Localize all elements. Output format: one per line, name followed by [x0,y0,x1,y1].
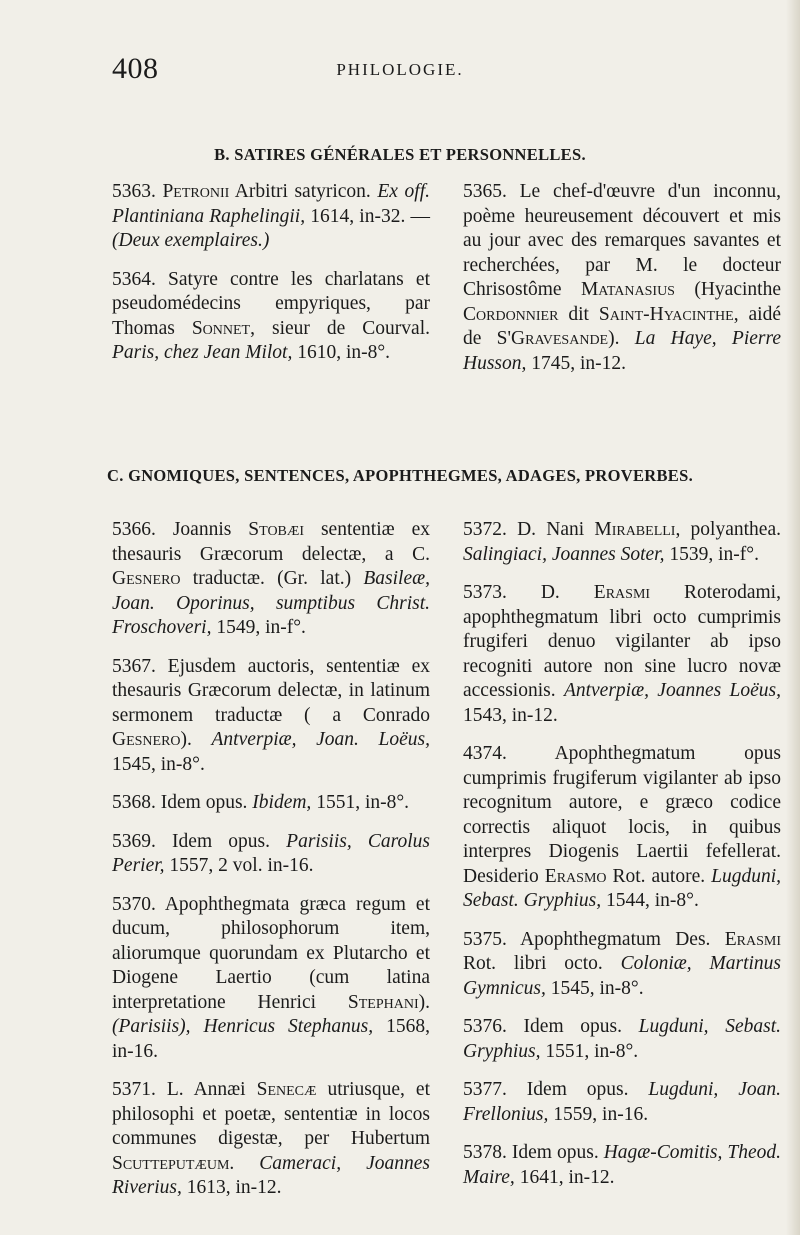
entry-text: 1614, in-32. — [305,205,430,227]
entry-number: 5373. [463,582,507,603]
running-head: PHILOLOGIE. [336,60,464,79]
entry-number: 5378. [463,1142,507,1163]
entry-text: 1544, in-8°. [601,890,699,911]
entry-name: Gesnero [112,568,181,589]
entry-text: dit [558,303,599,325]
entry-imprint: Basileæ, Joan. Oporinus, sumptibus Christ. Froschoveri, [112,568,430,638]
entry-name: Senecæ [256,1079,317,1100]
entry-imprint: Ex off. Plantiniana Raphelingii, [112,181,430,227]
entry-imprint: Salingiaci, Joannes Soter, [463,543,665,565]
page-number: 408 [112,52,159,85]
entry-text: ). [418,991,430,1013]
page-edge-shadow [786,0,800,1235]
entry-5376 [463,1015,781,1064]
entry-text: L. Annæi [155,1079,257,1100]
entry-number: 5371. [112,1079,156,1100]
entry-5367 [112,655,430,778]
entry-5375 [463,928,781,1002]
entry-text: Rot. libri octo. [463,953,621,974]
entry-5365 [463,180,781,376]
entry-text: . [229,1152,260,1174]
section-b-heading: B. SATIRES GÉNÉRALES ET PERSONNELLES. [214,145,586,164]
entry-text: Joannis [155,519,249,540]
entry-imprint: Lugduni, Sebast. Gryphius, [463,1016,781,1062]
entry-text: traductæ. (Gr. lat.) [180,568,364,589]
entry-text: 1539, in-f°. [664,543,759,565]
entry-imprint: Cameraci, Joannes Riverius, [112,1152,430,1198]
entry-text: , aidé de S' [463,303,781,349]
section-c-left-column [112,518,430,1215]
entry-text: 1549, in-f°. [211,617,306,638]
entry-name: Saint-Hyacinthe [598,303,734,325]
entry-imprint: Lugduni, Joan. Frellonius, [463,1079,782,1125]
entry-name: Matanasius [580,279,675,300]
entry-text: Apophthegmatum opus cumprimis frugiferum vigilanter ab ipso recognitum autore, e græco codice correctis aliquot locis, in quibus interpres Diogenis Laertii fefellerat. Desiderio [463,743,781,887]
entry-text: Apophthegmata græca regum et ducum, philosophorum item, aliorumque quorundam ex Plutarcho et Diogene Laertio (cum latina interpretatione Henrici [112,893,430,1013]
entry-name: Stephani [347,991,419,1013]
entry-5378 [463,1141,781,1190]
entry-4374 [463,742,781,914]
entry-text: Satyre contre les charlatans et pseudomédecins empyriques, par Thomas [112,268,430,339]
entry-text: Idem opus. [506,1142,604,1163]
entry-author: Petronii [162,181,230,202]
entry-5369 [112,830,430,879]
section-b-left-column [112,180,430,380]
entry-text: Roterodami, apophthegmatum libri octo cumprimis frugiferi denuo vigilanter ab ipso recogniti autore non sine lucro novæ accessionis. [463,582,781,701]
entry-name: Cordonnier [463,303,559,325]
entry-5372 [463,518,781,567]
entry-5373 [463,581,781,728]
entry-text: 1559, in-16. [548,1103,649,1125]
entry-5370 [112,893,430,1065]
entry-text: , polyanthea. [675,519,781,540]
entry-5377 [463,1078,781,1127]
entry-number: 5363. [112,181,156,202]
entry-name: Gesnero [112,729,181,750]
entry-number: 5369. [112,830,156,852]
entry-text: Idem opus. [506,1079,649,1100]
entry-note: (Deux exemplaires.) [112,230,270,251]
entry-text: Rot. autore. [606,865,712,887]
entry-imprint: Lugduni, Sebast. Gryphius, [463,865,781,911]
entry-text: 1613, in-12. [181,1177,282,1198]
entry-imprint: Parisiis, Carolus Perier, [112,830,431,876]
entry-name: Erasmi [593,582,651,603]
entry-text: D. [506,582,594,603]
entry-text: 1745, in-12. [526,352,627,374]
entry-name: Gravesande [511,328,609,349]
entry-text: Arbitri satyricon. [229,181,378,202]
entry-text: 1551, in-8°. [311,792,410,813]
entry-number: 5365. [463,181,507,202]
entry-name: Mirabelli [594,519,676,540]
entry-name: Stobæi [248,519,304,540]
entry-name: Scutteputæum [112,1152,230,1174]
entry-text: 1641, in-12. [514,1166,615,1188]
entry-text: 1557, 2 vol. in-16. [164,855,314,876]
entry-text: 1545, in-8°. [112,753,205,775]
entry-text: Idem opus. [155,830,287,852]
entry-number: 5377. [463,1079,507,1100]
entry-text: D. Nani [506,519,595,540]
entry-text: 1568, in-16. [112,1016,430,1062]
entry-text: Idem opus. [506,1016,639,1037]
entry-author: Sonnet [191,317,251,339]
entry-imprint: Hagæ-Comitis, Theod. Maire, [463,1142,782,1188]
entry-number: 5367. [112,655,156,677]
entry-number: 5368. [112,792,156,813]
entry-text: ). [180,729,212,750]
entry-text: , sieur de Courval. [250,317,430,339]
entry-5371 [112,1078,430,1201]
entry-text: 1610, in-8°. [292,342,391,363]
entry-number: 5370. [112,893,156,915]
entry-text: Apophthegmatum Des. [506,928,725,950]
entry-text: utriusque, et philosophi et poetæ, sententiæ in locos communes digestæ, per Hubertum [112,1079,430,1149]
entry-number: 5375. [463,928,507,950]
entry-5363 [112,180,430,254]
entry-imprint: La Haye, Pierre Husson, [463,328,781,374]
entry-text: Idem opus. [155,792,253,813]
entry-imprint: Paris, chez Jean Milot, [112,342,293,363]
entry-5364 [112,268,430,366]
entry-imprint: (Parisiis), Henricus Stephanus, [112,1016,374,1037]
entry-text: 1543, in-12. [463,704,558,726]
entry-text: Ejusdem auctoris, sententiæ ex thesauris Græcorum delectæ, in latinum sermonem traductæ ( a Conrado [112,655,430,726]
entry-imprint: Ibidem, [252,792,312,813]
entry-text: sententiæ ex thesauris Græcorum delectæ, a C. [112,519,430,565]
entry-imprint: Coloniæ, Martinus Gymnicus, [463,953,781,999]
entry-number: 5364. [112,268,156,290]
entry-text: 1545, in-8°. [545,977,644,999]
section-c-heading: C. GNOMIQUES, SENTENCES, APOPHTHEGMES, ADAGES, PROVERBES. [107,466,693,485]
entry-number: 5366. [112,519,156,540]
entry-number: 4374. [463,743,507,764]
entry-name: Erasmo [544,865,607,887]
entry-5368 [112,791,430,816]
entry-5366 [112,518,430,641]
entry-number: 5376. [463,1016,507,1037]
entry-name: Erasmi [724,928,781,950]
section-c-right-column [463,518,781,1204]
entry-text: ). [608,328,635,349]
section-b-right-column [463,180,781,390]
entry-text: Le chef-d'œuvre d'un inconnu, poème heureusement découvert et mis au jour avec des remarques savantes et recherchées, par M. le docteur Chrisostôme [463,181,781,300]
entry-text: (Hyacinthe [674,279,781,300]
entry-number: 5372. [463,519,507,540]
entry-imprint: Antverpiæ, Joannes Loëus, [563,680,781,701]
entry-text: 1551, in-8°. [540,1040,639,1062]
entry-imprint: Antverpiæ, Joan. Loëus, [211,729,430,750]
